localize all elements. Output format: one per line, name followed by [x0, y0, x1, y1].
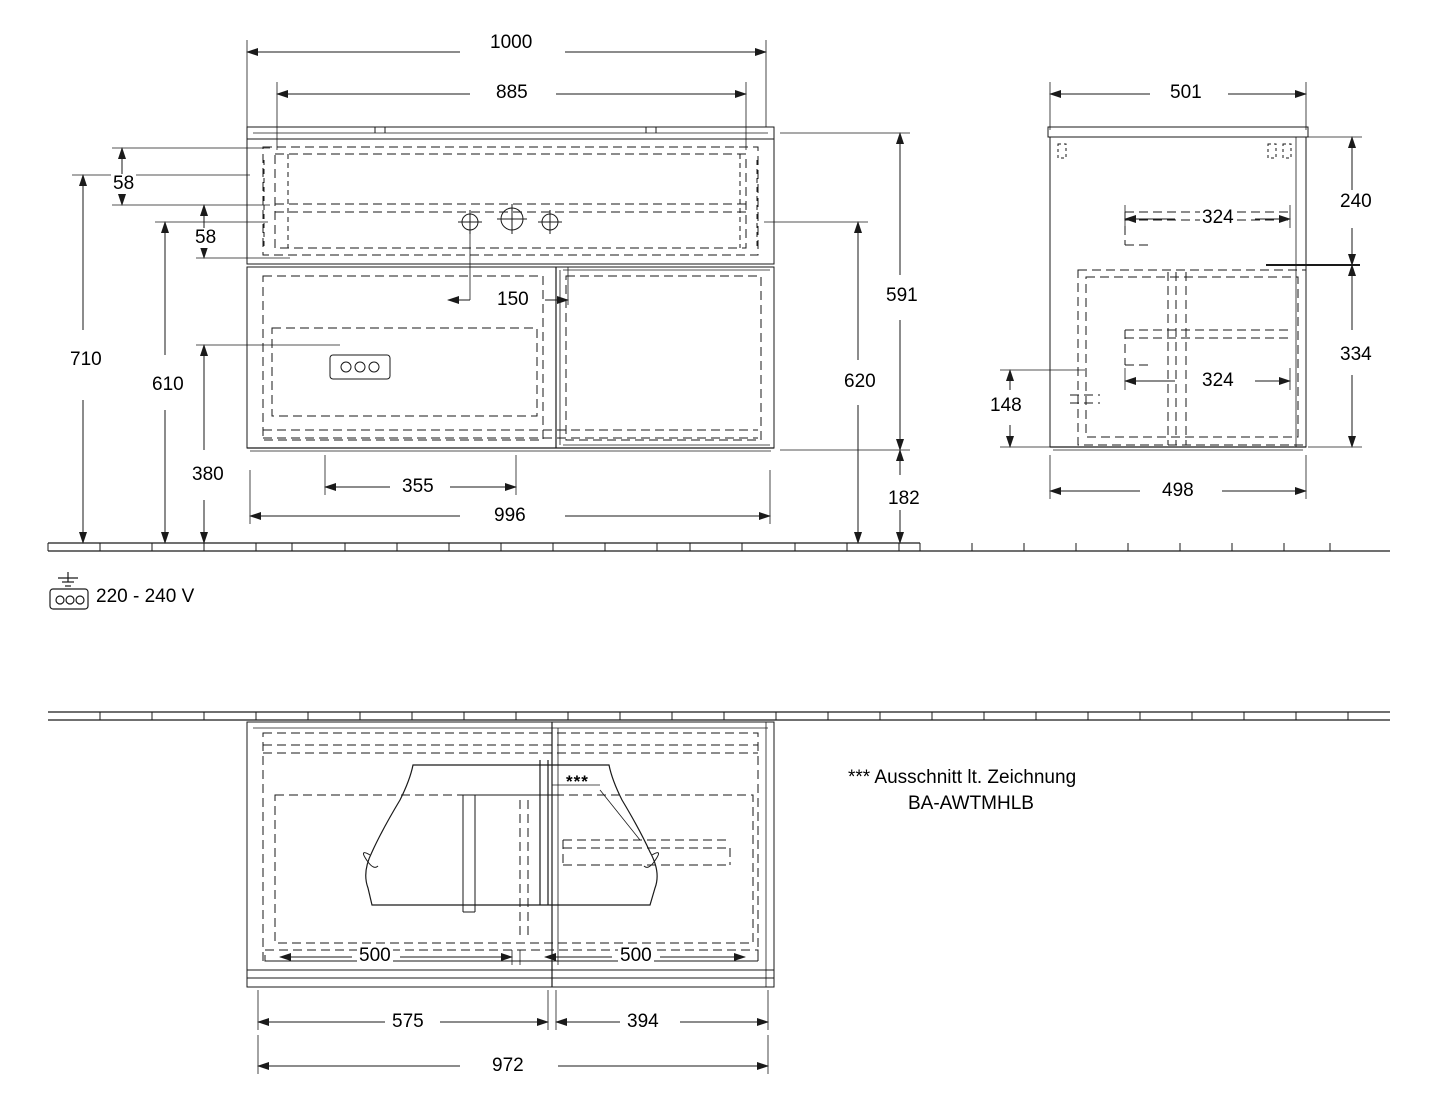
- dim-height-380: 380: [192, 464, 224, 485]
- socket-icon-geometry: [50, 572, 88, 609]
- dim-left-500: 500: [359, 945, 391, 966]
- dim-tap-offset: 150: [497, 289, 529, 310]
- cutout-note-line-2: BA-AWTMHLB: [908, 793, 1034, 814]
- dim-left-575: 575: [392, 1011, 424, 1032]
- dim-depth-501: 501: [1170, 82, 1202, 103]
- dim-right-500: 500: [620, 945, 652, 966]
- dim-depth-324-lower: 324: [1202, 370, 1234, 391]
- dim-width-inner: 885: [496, 82, 528, 103]
- dim-offset-top-2: 58: [195, 227, 217, 248]
- dim-right-394: 394: [627, 1011, 659, 1032]
- dim-height-240: 240: [1340, 191, 1372, 212]
- dim-height-610: 610: [152, 374, 184, 395]
- dim-depth-324-upper: 324: [1202, 207, 1234, 228]
- dim-total-972: 972: [492, 1055, 524, 1076]
- dim-width-total: 1000: [490, 32, 533, 53]
- voltage-label: 220 - 240 V: [96, 586, 195, 607]
- dim-height-591: 591: [886, 285, 918, 306]
- dim-drawer-width: 355: [402, 476, 434, 497]
- dim-height-620: 620: [844, 371, 876, 392]
- dim-height-total: 710: [70, 349, 102, 370]
- dim-height-334: 334: [1340, 344, 1372, 365]
- plan-view-geometry: [48, 712, 1390, 987]
- dim-width-996: 996: [494, 505, 526, 526]
- dim-offset-top-1: 58: [113, 173, 135, 194]
- cutout-note-line-1: *** Ausschnitt lt. Zeichnung: [848, 767, 1077, 788]
- side-elevation-geometry: [1048, 127, 1360, 450]
- cutout-marker: ***: [566, 772, 589, 791]
- dim-depth-498: 498: [1162, 480, 1194, 501]
- side-dimension-lines: [1000, 82, 1362, 499]
- dim-height-148: 148: [990, 395, 1022, 416]
- dim-height-182: 182: [888, 488, 920, 509]
